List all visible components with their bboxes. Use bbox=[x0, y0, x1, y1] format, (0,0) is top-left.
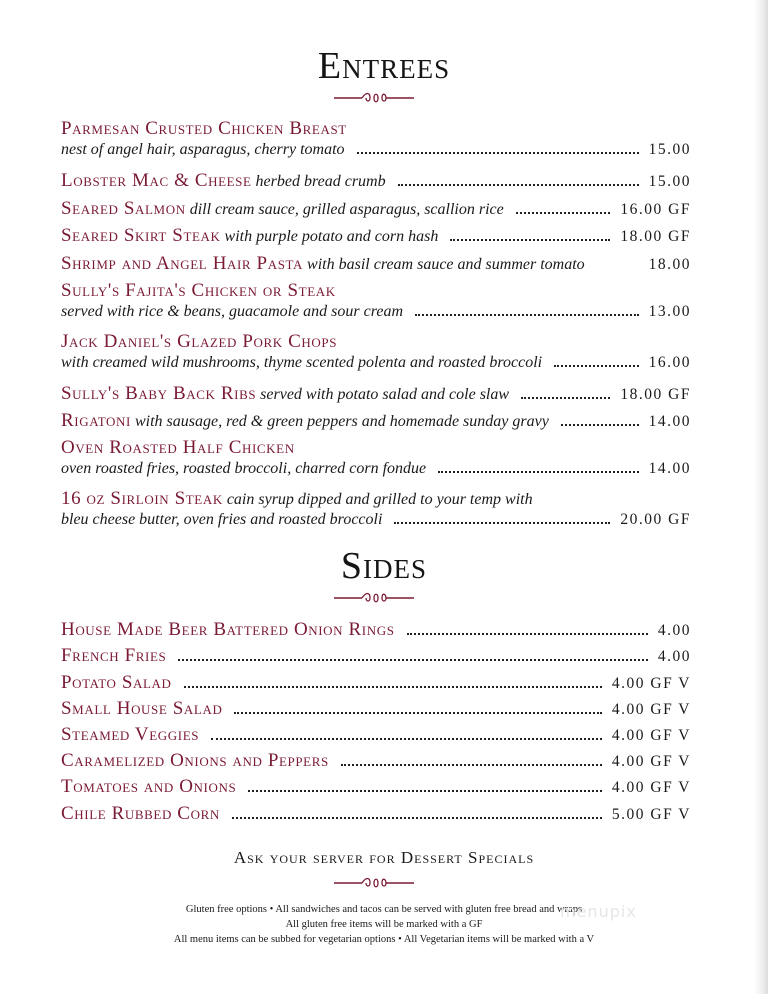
entree-description: dill cream sauce, grilled asparagus, scallion rice bbox=[189, 201, 504, 218]
entree-description: herbed bread crumb bbox=[255, 173, 386, 190]
entree-price: 14.00 bbox=[648, 413, 691, 430]
footer-note-gf-marking: All gluten free items will be marked with a GF bbox=[285, 919, 483, 930]
side-item bbox=[61, 803, 691, 829]
side-price: 4.00 bbox=[657, 622, 691, 639]
entree-price: 16.00 bbox=[648, 354, 691, 371]
side-name: Tomatoes and Onions bbox=[61, 776, 237, 797]
side-price: 4.00 GF V bbox=[611, 753, 691, 770]
entree-price: 13.00 bbox=[648, 303, 691, 320]
footer-note-vegetarian: All menu items can be subbed for vegetarian options • All Vegetarian items will be marked with a V bbox=[173, 934, 595, 945]
sides-heading: Sides bbox=[340, 545, 428, 587]
entree-item-skirt-steak bbox=[61, 225, 691, 251]
entree-name: Jack Daniel's Glazed Pork Chops bbox=[61, 331, 338, 352]
side-price: 4.00 GF V bbox=[611, 727, 691, 744]
side-item bbox=[61, 750, 691, 776]
footer-note-gluten-free-options: Gluten free options • All sandwiches and tacos can be served with gluten free bread and wraps bbox=[185, 904, 583, 915]
side-name: Potato Salad bbox=[61, 672, 172, 693]
side-name: House Made Beer Battered Onion Rings bbox=[61, 619, 395, 640]
side-price: 4.00 GF V bbox=[611, 701, 691, 718]
entree-name: Seared Salmon bbox=[61, 198, 186, 219]
entree-description: cain syrup dipped and grilled to your temp with bbox=[226, 491, 533, 508]
side-item bbox=[61, 724, 691, 750]
dot-leader bbox=[234, 712, 601, 714]
entree-price: 16.00 GF bbox=[620, 201, 691, 218]
entree-price: 15.00 bbox=[648, 141, 691, 158]
entree-item-fajitas bbox=[61, 280, 691, 328]
side-name: French Fries bbox=[61, 645, 167, 666]
entree-name: Sully's Fajita's Chicken or Steak bbox=[61, 280, 336, 301]
side-price: 5.00 GF V bbox=[611, 806, 691, 823]
side-name: Chile Rubbed Corn bbox=[61, 803, 220, 824]
sides-flourish-ornament bbox=[334, 592, 414, 604]
entrees-heading: Entrees bbox=[317, 45, 451, 87]
dot-leader bbox=[521, 397, 610, 399]
dot-leader bbox=[407, 633, 648, 635]
dot-leader bbox=[184, 686, 602, 688]
entree-description: with creamed wild mushrooms, thyme scented polenta and roasted broccoli bbox=[61, 354, 543, 371]
entree-name: Sully's Baby Back Ribs bbox=[61, 383, 257, 404]
dot-leader bbox=[561, 424, 639, 426]
dot-leader bbox=[357, 152, 639, 154]
dot-leader bbox=[341, 764, 602, 766]
side-item bbox=[61, 776, 691, 802]
side-price: 4.00 bbox=[657, 648, 691, 665]
side-name: Small House Salad bbox=[61, 698, 223, 719]
entree-description: served with potato salad and cole slaw bbox=[260, 386, 510, 403]
side-item bbox=[61, 619, 691, 645]
entree-name: Lobster Mac & Cheese bbox=[61, 170, 252, 191]
entree-name: 16 oz Sirloin Steak bbox=[61, 488, 223, 509]
entree-description: nest of angel hair, asparagus, cherry tomato bbox=[61, 141, 345, 158]
side-item bbox=[61, 672, 691, 698]
dot-leader bbox=[248, 790, 602, 792]
side-name: Caramelized Onions and Peppers bbox=[61, 750, 329, 771]
entree-item-parmesan-chicken bbox=[61, 118, 691, 166]
dot-leader bbox=[394, 522, 610, 524]
dot-leader bbox=[211, 738, 602, 740]
entree-description: with basil cream sauce and summer tomato bbox=[307, 256, 585, 273]
entree-name: Shrimp and Angel Hair Pasta bbox=[61, 253, 304, 274]
entree-item-pork-chops bbox=[61, 331, 691, 379]
entree-name: Parmesan Crusted Chicken Breast bbox=[61, 118, 347, 139]
entree-item-seared-salmon bbox=[61, 198, 691, 224]
entree-item-baby-back-ribs bbox=[61, 383, 691, 409]
entree-item-lobster-mac bbox=[61, 170, 691, 196]
entree-price: 20.00 GF bbox=[620, 511, 691, 528]
entree-name: Oven Roasted Half Chicken bbox=[61, 437, 295, 458]
entree-item-half-chicken bbox=[61, 437, 691, 485]
entree-item-shrimp-pasta bbox=[61, 253, 691, 279]
entree-price: 18.00 bbox=[648, 256, 691, 273]
dot-leader bbox=[554, 365, 639, 367]
dessert-specials-note: Ask your server for Dessert Specials bbox=[233, 848, 535, 867]
dot-leader bbox=[232, 817, 602, 819]
entree-description: with sausage, red & green peppers and homemade sunday gravy bbox=[134, 413, 549, 430]
entree-name: Rigatoni bbox=[61, 410, 131, 431]
dot-leader bbox=[516, 212, 611, 214]
entree-item-rigatoni bbox=[61, 410, 691, 436]
page-edge-shadow bbox=[754, 0, 768, 994]
entree-price: 15.00 bbox=[648, 173, 691, 190]
side-price: 4.00 GF V bbox=[611, 779, 691, 796]
side-name: Steamed Veggies bbox=[61, 724, 200, 745]
entree-description-continued: bleu cheese butter, oven fries and roasted broccoli bbox=[61, 511, 383, 528]
dot-leader bbox=[398, 184, 639, 186]
dot-leader bbox=[415, 314, 639, 316]
entree-item-sirloin-steak bbox=[61, 488, 691, 536]
entree-description: with purple potato and corn hash bbox=[224, 228, 439, 245]
dot-leader bbox=[438, 471, 639, 473]
menupix-watermark: menupix bbox=[560, 902, 637, 921]
entree-name: Seared Skirt Steak bbox=[61, 225, 221, 246]
dot-leader bbox=[178, 659, 648, 661]
side-item bbox=[61, 698, 691, 724]
side-item bbox=[61, 645, 691, 671]
entree-price: 18.00 GF bbox=[620, 228, 691, 245]
entrees-flourish-ornament bbox=[334, 92, 414, 104]
entree-description: oven roasted fries, roasted broccoli, charred corn fondue bbox=[61, 460, 427, 477]
entree-price: 18.00 GF bbox=[620, 386, 691, 403]
side-price: 4.00 GF V bbox=[611, 675, 691, 692]
dot-leader bbox=[450, 239, 610, 241]
entree-description: served with rice & beans, guacamole and sour cream bbox=[61, 303, 404, 320]
footer-flourish-ornament bbox=[334, 877, 414, 889]
entree-price: 14.00 bbox=[648, 460, 691, 477]
